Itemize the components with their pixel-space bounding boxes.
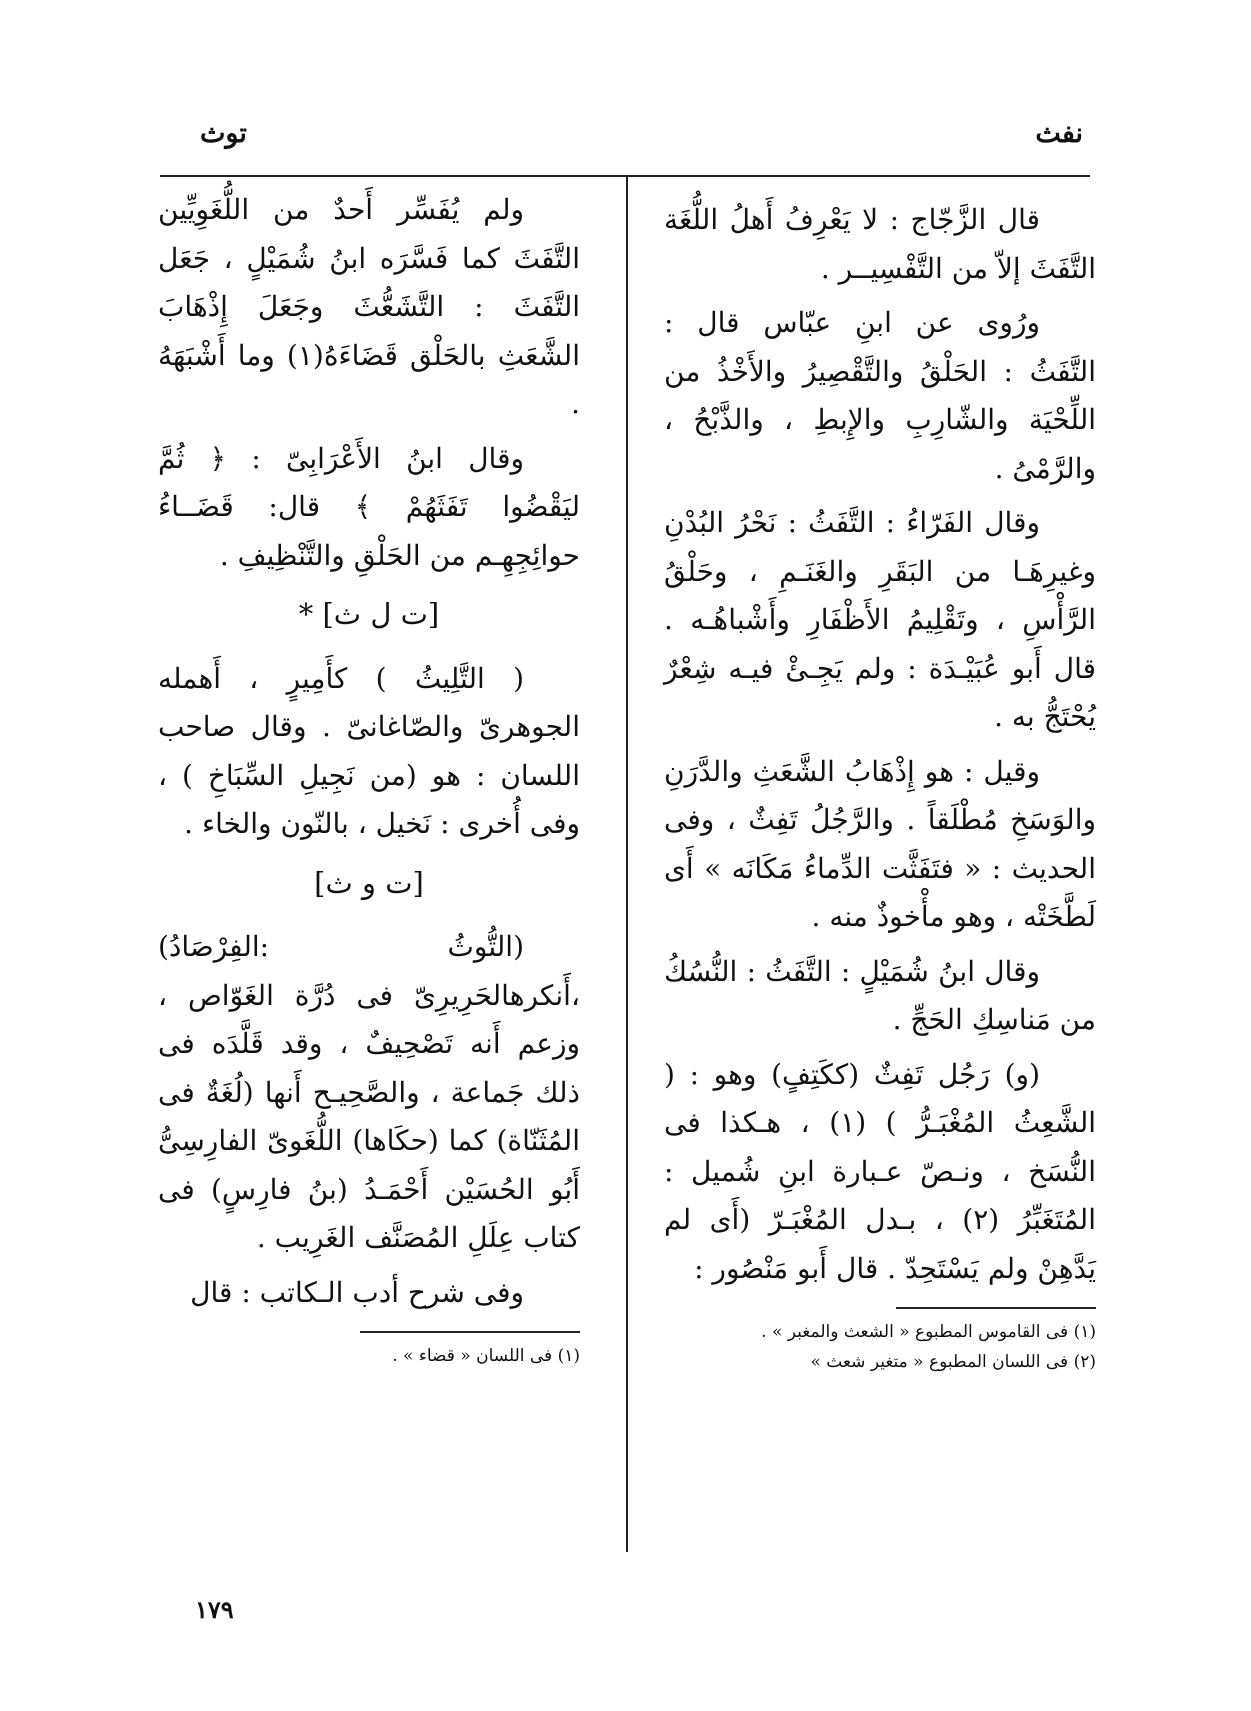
paragraph: ( التَّلِيثُ ) كأَمِيرٍ ، أَهمله الجوهرىّ والصّاغانىّ . وقال صاحب اللسان : هو (من نَجِيلِ السِّبَاخِ ) ، وفى أُخرى : نَخيل ، بالنّون والخاء .	[158, 661, 580, 840]
right-column	[664, 196, 1096, 1377]
paragraph: قال الزَّجّاج : لا يَعْرِفُ أَهلُ اللُّغَة التَّفَثَ إلاّ من التَّفْسِيــر .	[664, 203, 1096, 285]
paragraph: وقال ابنُ شُمَيْلٍ : التَّفَثُ : النُّسُكُ من مَناسِكِ الحَجِّ .	[664, 954, 1096, 1036]
paragraph: وقيل : هو إِذْهَابُ الشَّعَثِ والدَّرَنِ والوَسَخِ مُطْلَقاً . والرَّجُلُ تَفِثٌ ، وفى الحديث : « فتَفَثَّت الدِّماءُ مَكَانَه » أَى لَطَّخَتْه ، وهو مأْخوذٌ منه .	[664, 754, 1096, 933]
footnote: (٢) فى اللسان المطبوع « متغير شعث »	[810, 1352, 1096, 1372]
footnote: (١) فى اللسان « قضاء » .	[392, 1346, 580, 1366]
paragraph: وفى شرح أدب الـكاتب : قال	[190, 1275, 524, 1309]
footnote-rule	[360, 1331, 580, 1333]
paragraph: ورُوى عن ابنِ عبّاس قال : التَّفَثُ : الحَلْقُ والتَّقْصِيرُ والأَخْذُ من اللِّحْيَة والشّارِبِ والإِبطِ ، والذَّبْحُ ، والرَّمْىُ .	[664, 306, 1096, 485]
paragraph: وقال ابنُ الأَعْرَابِىّ : ﴿ ثُمَّ ليَقْضُوا تَفَثَهُمْ ﴾ قال: قَضَــاءُ حوائِجِهِـم من الحَلْقِ والتَّنْظِيفِ .	[158, 441, 580, 572]
header-rule	[160, 175, 1090, 177]
page-number: ١٧٩	[195, 1595, 234, 1624]
paragraph: (التُّوثُ :الفِرْصَادُ) ،أَنكرهالحَرِيرِىّ فى دُرَّة الغَوّاص ، وزعم أَنه تَصْحِيفٌ ، وقد قَلَّدَه فى ذلك جَماعة ، والصَّحِيـح أَنها (لُغَةٌ فى المُثَنّاة) كما (حكَاها) اللُّغَوىّ الفارِسِىُّ أَبُو الحُسَيْن أَحْمَـدُ (بنُ فارِسٍ) فى كتاب عِلَلِ المُصَنَّف الغَرِيب .	[158, 930, 580, 1254]
footnote-rule	[896, 1307, 1096, 1309]
paragraph: ولم يُفَسِّر أَحدٌ من اللُّغَوِيِّين التَّفَثَ كما فَسَّرَه ابنُ شُمَيْلٍ ، جَعَل التَّفَثَ : التَّشَعُّثَ وجَعَلَ إِذْهَابَ الشَّعَثِ بالحَلْق قَضَاءَهُ(١) وما أَشْبَهَهُ .	[158, 193, 580, 420]
header-entry-right: نفث	[1035, 118, 1083, 149]
entry-heading: [ت و ث]	[314, 865, 424, 900]
footnote: (١) فى القاموس المطبوع « الشعث والمغبر » .	[761, 1322, 1096, 1342]
header-entry-left: توث	[200, 118, 247, 149]
column-divider	[626, 177, 628, 1552]
entry-heading: [ت ل ث] *	[298, 597, 440, 631]
paragraph: وقال الفَرّاءُ : التَّفَثُ : نَحْرُ البُدْنِ وغيرِهَـا من البَقَرِ والغَنَـمِ ، وحَلْقُ الرَّأْسِ ، وتَقْلِيمُ الأَظْفَارِ وأَشْباهُـه . قال أَبو عُبَيْـدَة : ولم يَجِـئْ فيـه شِعْرٌ يُحْتَجُّ به .	[664, 506, 1096, 733]
paragraph: (و) رَجُل تَفِثٌ (ككَتِفٍ) وهو : ( الشَّعِثُ المُغْبَـرُّ ) (١) ، هـكذا فى النُّسَخ ، ونـصّ عـبارة ابنِ شُميل : المُتَغَبِّرُ (٢) ، بـدل المُغْبَـرّ (أَى لم يَدَّهِنْ ولم يَسْتَحِدّ . قال أَبو مَنْصُور :	[664, 1057, 1097, 1285]
left-column	[158, 186, 580, 1371]
